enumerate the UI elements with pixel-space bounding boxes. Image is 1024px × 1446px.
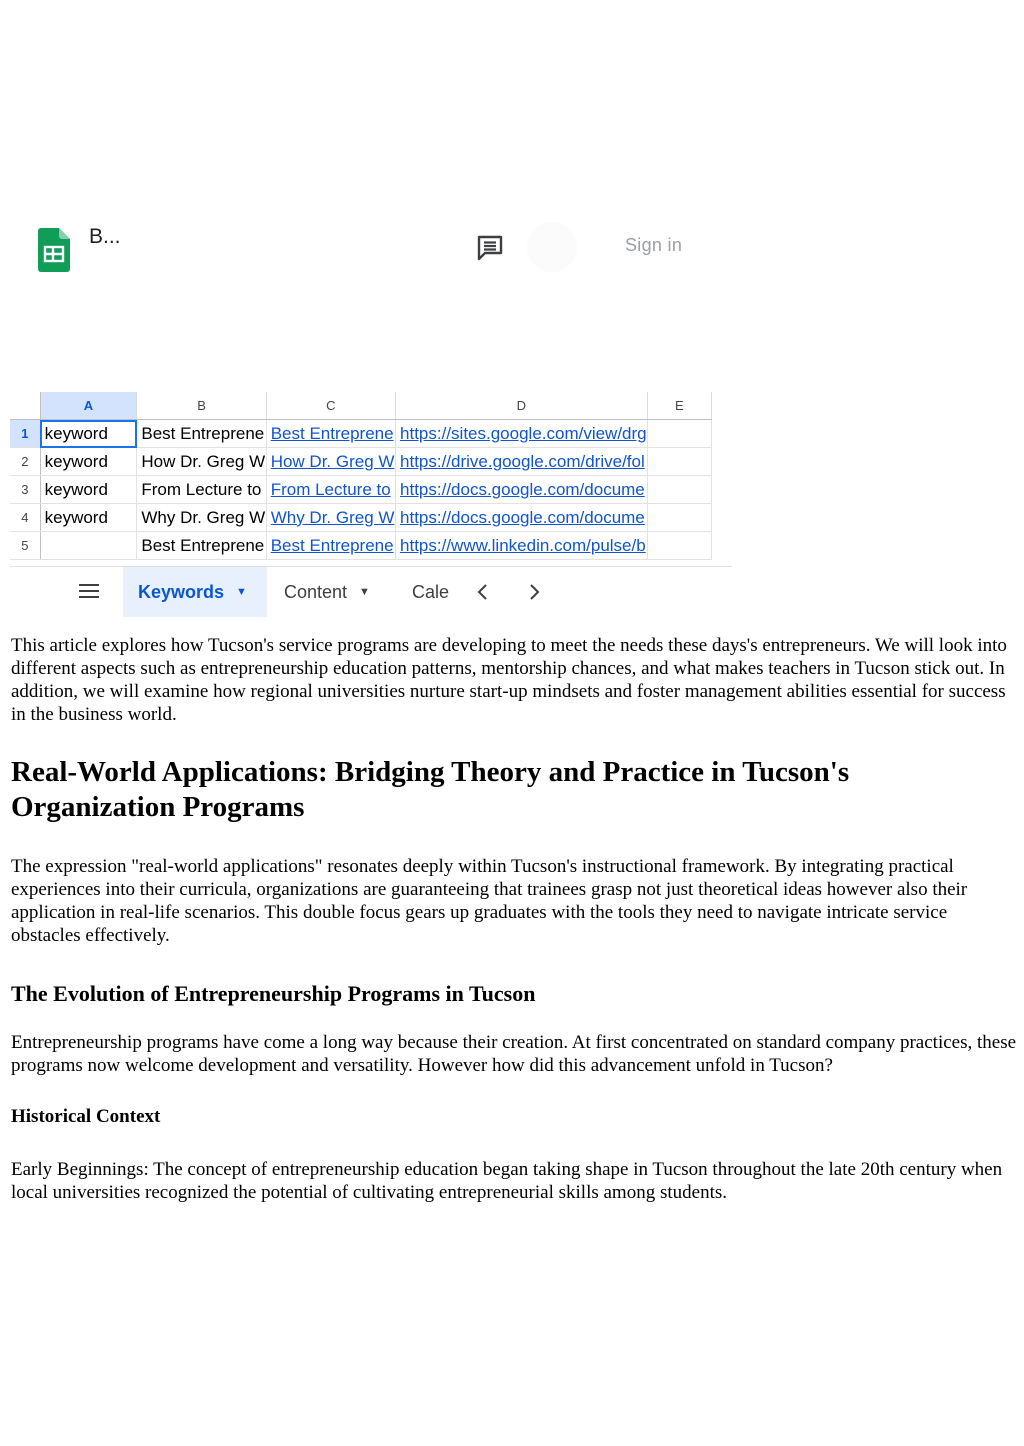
- subsection-paragraph: Entrepreneurship programs have come a long way because their creation. At first concentrated on standard company practices, these programs now welcome development and versatility. However how did this advancement unfold in Tucson?: [11, 1032, 1017, 1076]
- cell-d2-link[interactable]: https://drive.google.com/drive/fol: [396, 448, 648, 476]
- tab-label: Cale: [412, 581, 450, 602]
- cell-a5[interactable]: [40, 532, 137, 560]
- dropdown-caret-icon[interactable]: ▼: [236, 586, 247, 598]
- sheet-tab-bar: [10, 566, 732, 617]
- sign-in-button[interactable]: Sign in: [625, 235, 683, 255]
- table-row: [10, 476, 712, 504]
- column-header-c[interactable]: C: [266, 392, 395, 420]
- row-header[interactable]: 4: [10, 504, 40, 532]
- article-body: [11, 634, 1017, 1204]
- subsection-heading: The Evolution of Entrepreneurship Programs in Tucson: [11, 981, 536, 1006]
- cell-d3-link[interactable]: https://docs.google.com/docume: [396, 476, 648, 504]
- table-row: [10, 420, 712, 448]
- cell-c3-link[interactable]: From Lecture to: [266, 476, 395, 504]
- column-header-row: [10, 392, 712, 420]
- comment-icon[interactable]: [476, 234, 504, 262]
- column-header-e[interactable]: E: [647, 392, 711, 420]
- row-header[interactable]: 1: [10, 420, 40, 448]
- table-row: [10, 504, 712, 532]
- cell-d4-link[interactable]: https://docs.google.com/docume: [396, 504, 648, 532]
- cell-c4-link[interactable]: Why Dr. Greg W: [266, 504, 395, 532]
- row-header[interactable]: 3: [10, 476, 40, 504]
- cell-b4[interactable]: Why Dr. Greg W: [137, 504, 266, 532]
- chevron-left-icon[interactable]: [476, 583, 490, 601]
- section-heading: Real-World Applications: Bridging Theory and Practice in Tucson's Organization Programs: [11, 756, 850, 823]
- select-all-corner[interactable]: [10, 392, 40, 420]
- column-header-d[interactable]: D: [396, 392, 648, 420]
- document-title[interactable]: B...: [89, 225, 121, 248]
- cell-a3[interactable]: keyword: [40, 476, 137, 504]
- cell-b2[interactable]: How Dr. Greg W: [137, 448, 266, 476]
- cell-c5-link[interactable]: Best Entreprene: [266, 532, 395, 560]
- tab-calendar[interactable]: [396, 567, 466, 617]
- cell-e4[interactable]: [647, 504, 711, 532]
- account-avatar-placeholder: [527, 222, 577, 272]
- column-header-a[interactable]: A: [40, 392, 137, 420]
- tab-content[interactable]: [267, 567, 396, 617]
- table-row: [10, 532, 712, 560]
- minor-paragraph: Early Beginnings: The concept of entrepreneurship education began taking shape in Tucson throughout the late 20th century when local universities recognized the potential of cultivating entrepreneurial skills among students.: [11, 1159, 1003, 1203]
- intro-paragraph: This article explores how Tucson's service programs are developing to meet the needs these days's entrepreneurs. We will look into different aspects such as entrepreneurship education patterns, mentorship chances, and what makes teachers in Tucson stick out. In addition, we will examine how regional universities nurture start-up mindsets and foster management abilities essential for success in the business world.: [11, 635, 1007, 725]
- cell-c2-link[interactable]: How Dr. Greg W: [266, 448, 395, 476]
- google-sheets-icon: [38, 228, 70, 272]
- tab-keywords[interactable]: [123, 567, 267, 617]
- tab-label: Content: [284, 581, 348, 602]
- cell-c1-link[interactable]: Best Entreprene: [266, 420, 395, 448]
- dropdown-caret-icon[interactable]: ▼: [359, 586, 370, 598]
- cell-b3[interactable]: From Lecture to: [137, 476, 266, 504]
- column-header-b[interactable]: B: [137, 392, 266, 420]
- sheet-embed-header: [0, 222, 732, 282]
- cell-e1[interactable]: [647, 420, 711, 448]
- all-sheets-menu-icon[interactable]: [78, 583, 100, 599]
- tab-label: Keywords: [138, 581, 225, 602]
- cell-e5[interactable]: [647, 532, 711, 560]
- cell-a2[interactable]: keyword: [40, 448, 137, 476]
- row-header[interactable]: 5: [10, 532, 40, 560]
- minor-heading: Historical Context: [11, 1106, 161, 1127]
- cell-b5[interactable]: Best Entreprene: [137, 532, 266, 560]
- spreadsheet-grid[interactable]: [10, 392, 712, 555]
- cell-b1[interactable]: Best Entreprene: [137, 420, 266, 448]
- table-row: [10, 448, 712, 476]
- cell-a4[interactable]: keyword: [40, 504, 137, 532]
- cell-d1-link[interactable]: https://sites.google.com/view/drg: [396, 420, 648, 448]
- cell-e2[interactable]: [647, 448, 711, 476]
- cell-d5-link[interactable]: https://www.linkedin.com/pulse/b: [396, 532, 648, 560]
- cell-e3[interactable]: [647, 476, 711, 504]
- cell-a1[interactable]: keyword: [40, 420, 137, 448]
- row-header[interactable]: 2: [10, 448, 40, 476]
- section-paragraph: The expression "real-world applications" resonates deeply within Tucson's instructional framework. By integrating practical experiences into their curricula, organizations are guaranteeing that trainees grasp not just theoretical ideas however also their application in real-life scenarios. This double focus gears up graduates with the tools they need to navigate intricate service obstacles effectively.: [11, 856, 968, 946]
- chevron-right-icon[interactable]: [527, 583, 541, 601]
